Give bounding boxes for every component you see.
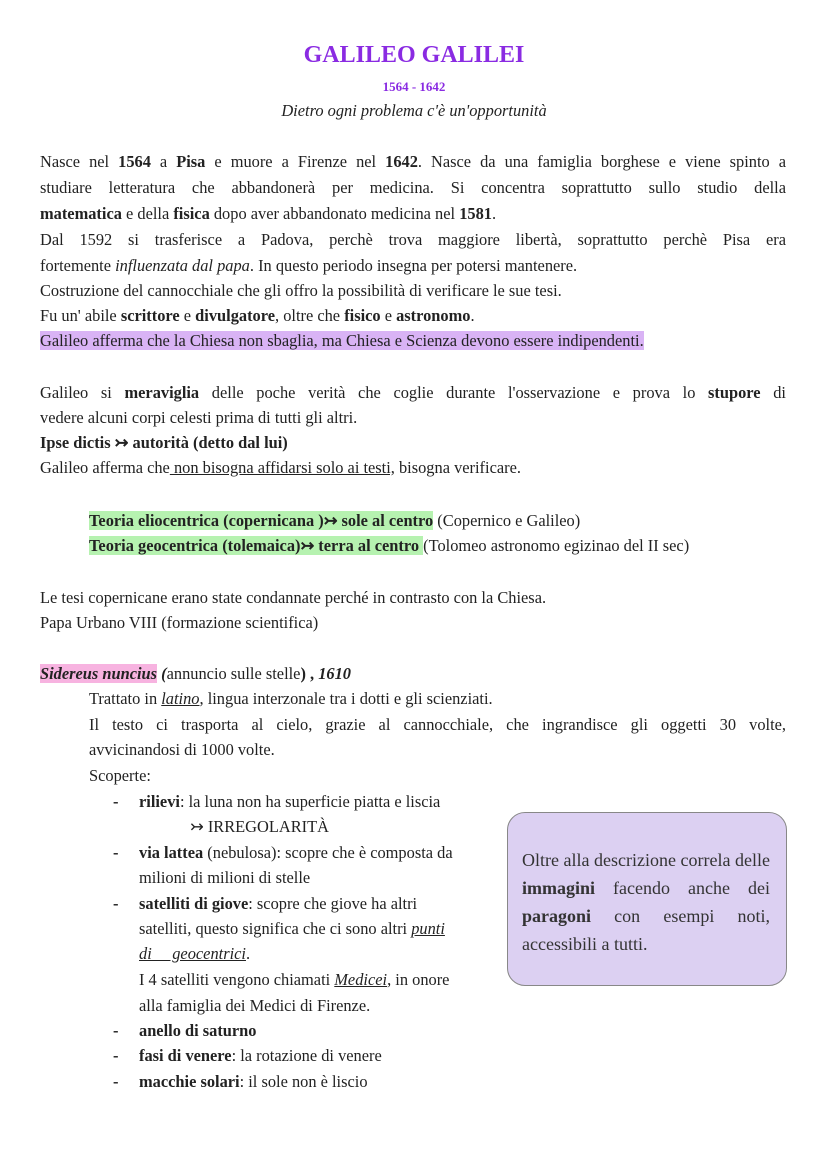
bullet-dash: - (113, 792, 119, 811)
bullet-dash: - (113, 1072, 119, 1091)
bullet-dash: - (113, 843, 119, 862)
intro-line-2: studiare letteratura che abbandonerà per medicina. Si concentra soprattutto sullo studio della (40, 178, 786, 197)
intro-line-4: Dal 1592 si trasferisce a Padova, perchè trova maggiore libertà, soprattutto perchè Pisa era (40, 230, 786, 249)
discovery-medicei: I 4 satelliti vengono chiamati Medicei, in onore (139, 970, 450, 989)
discoveries-label: Scoperte: (89, 766, 151, 785)
sidereus-heading: Sidereus nuncius (annuncio sulle stelle) , 1610 (40, 664, 351, 683)
sidereus-line-3: avvicinandosi di 1000 volte. (89, 740, 275, 759)
sidereus-line-2: Il testo ci trasporta al cielo, grazie al cannocchiale, che ingrandisce gli oggetti 30 volte, (89, 715, 786, 734)
discovery-relief-note: ↣ IRREGOLARITÀ (190, 817, 329, 836)
ipse-dictis-line: Ipse dictis ↣ autorità (detto dal lui) (40, 433, 288, 452)
intro-line-5: fortemente influenzata dal papa. In questo periodo insegna per potersi mantenere. (40, 256, 578, 275)
discovery-milky-way: via lattea (nebulosa): scopre che è composta da (139, 843, 453, 862)
intro-line-3: matematica e della fisica dopo aver abbandonato medicina nel 1581. (40, 204, 497, 223)
discovery-jupiter: satelliti di giove: scopre che giove ha altri (139, 894, 418, 913)
wonder-line-1: Galileo si meraviglia delle poche verità che coglie durante l'osservazione e prova lo stupore di (40, 383, 786, 402)
wonder-line-2: vedere alcuni corpi celesti prima di tutti gli altri. (40, 408, 358, 427)
motto: Dietro ogni problema c'è un'opportunità (281, 101, 547, 120)
discovery-sunspots: macchie solari: il sole non è liscio (139, 1072, 368, 1091)
wonder-line-4: Galileo afferma che non bisogna affidarsi solo ai testi, bisogna verificare. (40, 458, 521, 477)
theory-heliocentric: Teoria eliocentrica (copernicana )↣ sole al centro (Copernico e Galileo) (89, 511, 581, 530)
discovery-jupiter-cont-2: di geocentrici. (139, 944, 251, 963)
theory-geocentric: Teoria geocentrica (tolemaica)↣ terra al centro (Tolomeo astronomo egizinao del II sec) (89, 536, 690, 555)
discovery-relief: rilievi: la luna non ha superficie piatta e liscia (139, 792, 441, 811)
intro-line-6: Costruzione del cannocchiale che gli offro la possibilità di verificare le sue tesi. (40, 281, 562, 300)
callout-box: Oltre alla descrizione correla delle immagini facendo anche dei paragoni con esempi noti, accessibili a tutti. (507, 812, 787, 986)
intro-line-7: Fu un' abile scrittore e divulgatore, oltre che fisico e astronomo. (40, 306, 475, 325)
page-title: GALILEO GALILEI (303, 42, 525, 68)
bullet-dash: - (113, 1046, 119, 1065)
bullet-dash: - (113, 1021, 119, 1040)
discovery-jupiter-cont: satelliti, questo significa che ci sono altri punti (139, 919, 445, 938)
bullet-dash: - (113, 894, 119, 913)
discovery-venus: fasi di venere: la rotazione di venere (139, 1046, 382, 1065)
highlighted-statement: Galileo afferma che la Chiesa non sbaglia, ma Chiesa e Scienza devono essere indipendenti. (40, 331, 644, 350)
condemn-line-1: Le tesi copernicane erano state condannate perché in contrasto con la Chiesa. (40, 588, 547, 607)
condemn-line-2: Papa Urbano VIII (formazione scientifica) (40, 613, 319, 632)
sidereus-line-1: Trattato in latino, lingua interzonale tra i dotti e gli scienziati. (89, 689, 493, 708)
discovery-saturn: anello di saturno (139, 1021, 257, 1040)
intro-line-1: Nasce nel 1564 a Pisa e muore a Firenze nel 1642. Nasce da una famiglia borghese e viene spinto a (40, 152, 786, 171)
discovery-milky-way-cont: milioni di milioni di stelle (139, 868, 311, 887)
discovery-medicei-cont: alla famiglia dei Medici di Firenze. (139, 996, 371, 1015)
life-dates: 1564 - 1642 (382, 79, 446, 94)
